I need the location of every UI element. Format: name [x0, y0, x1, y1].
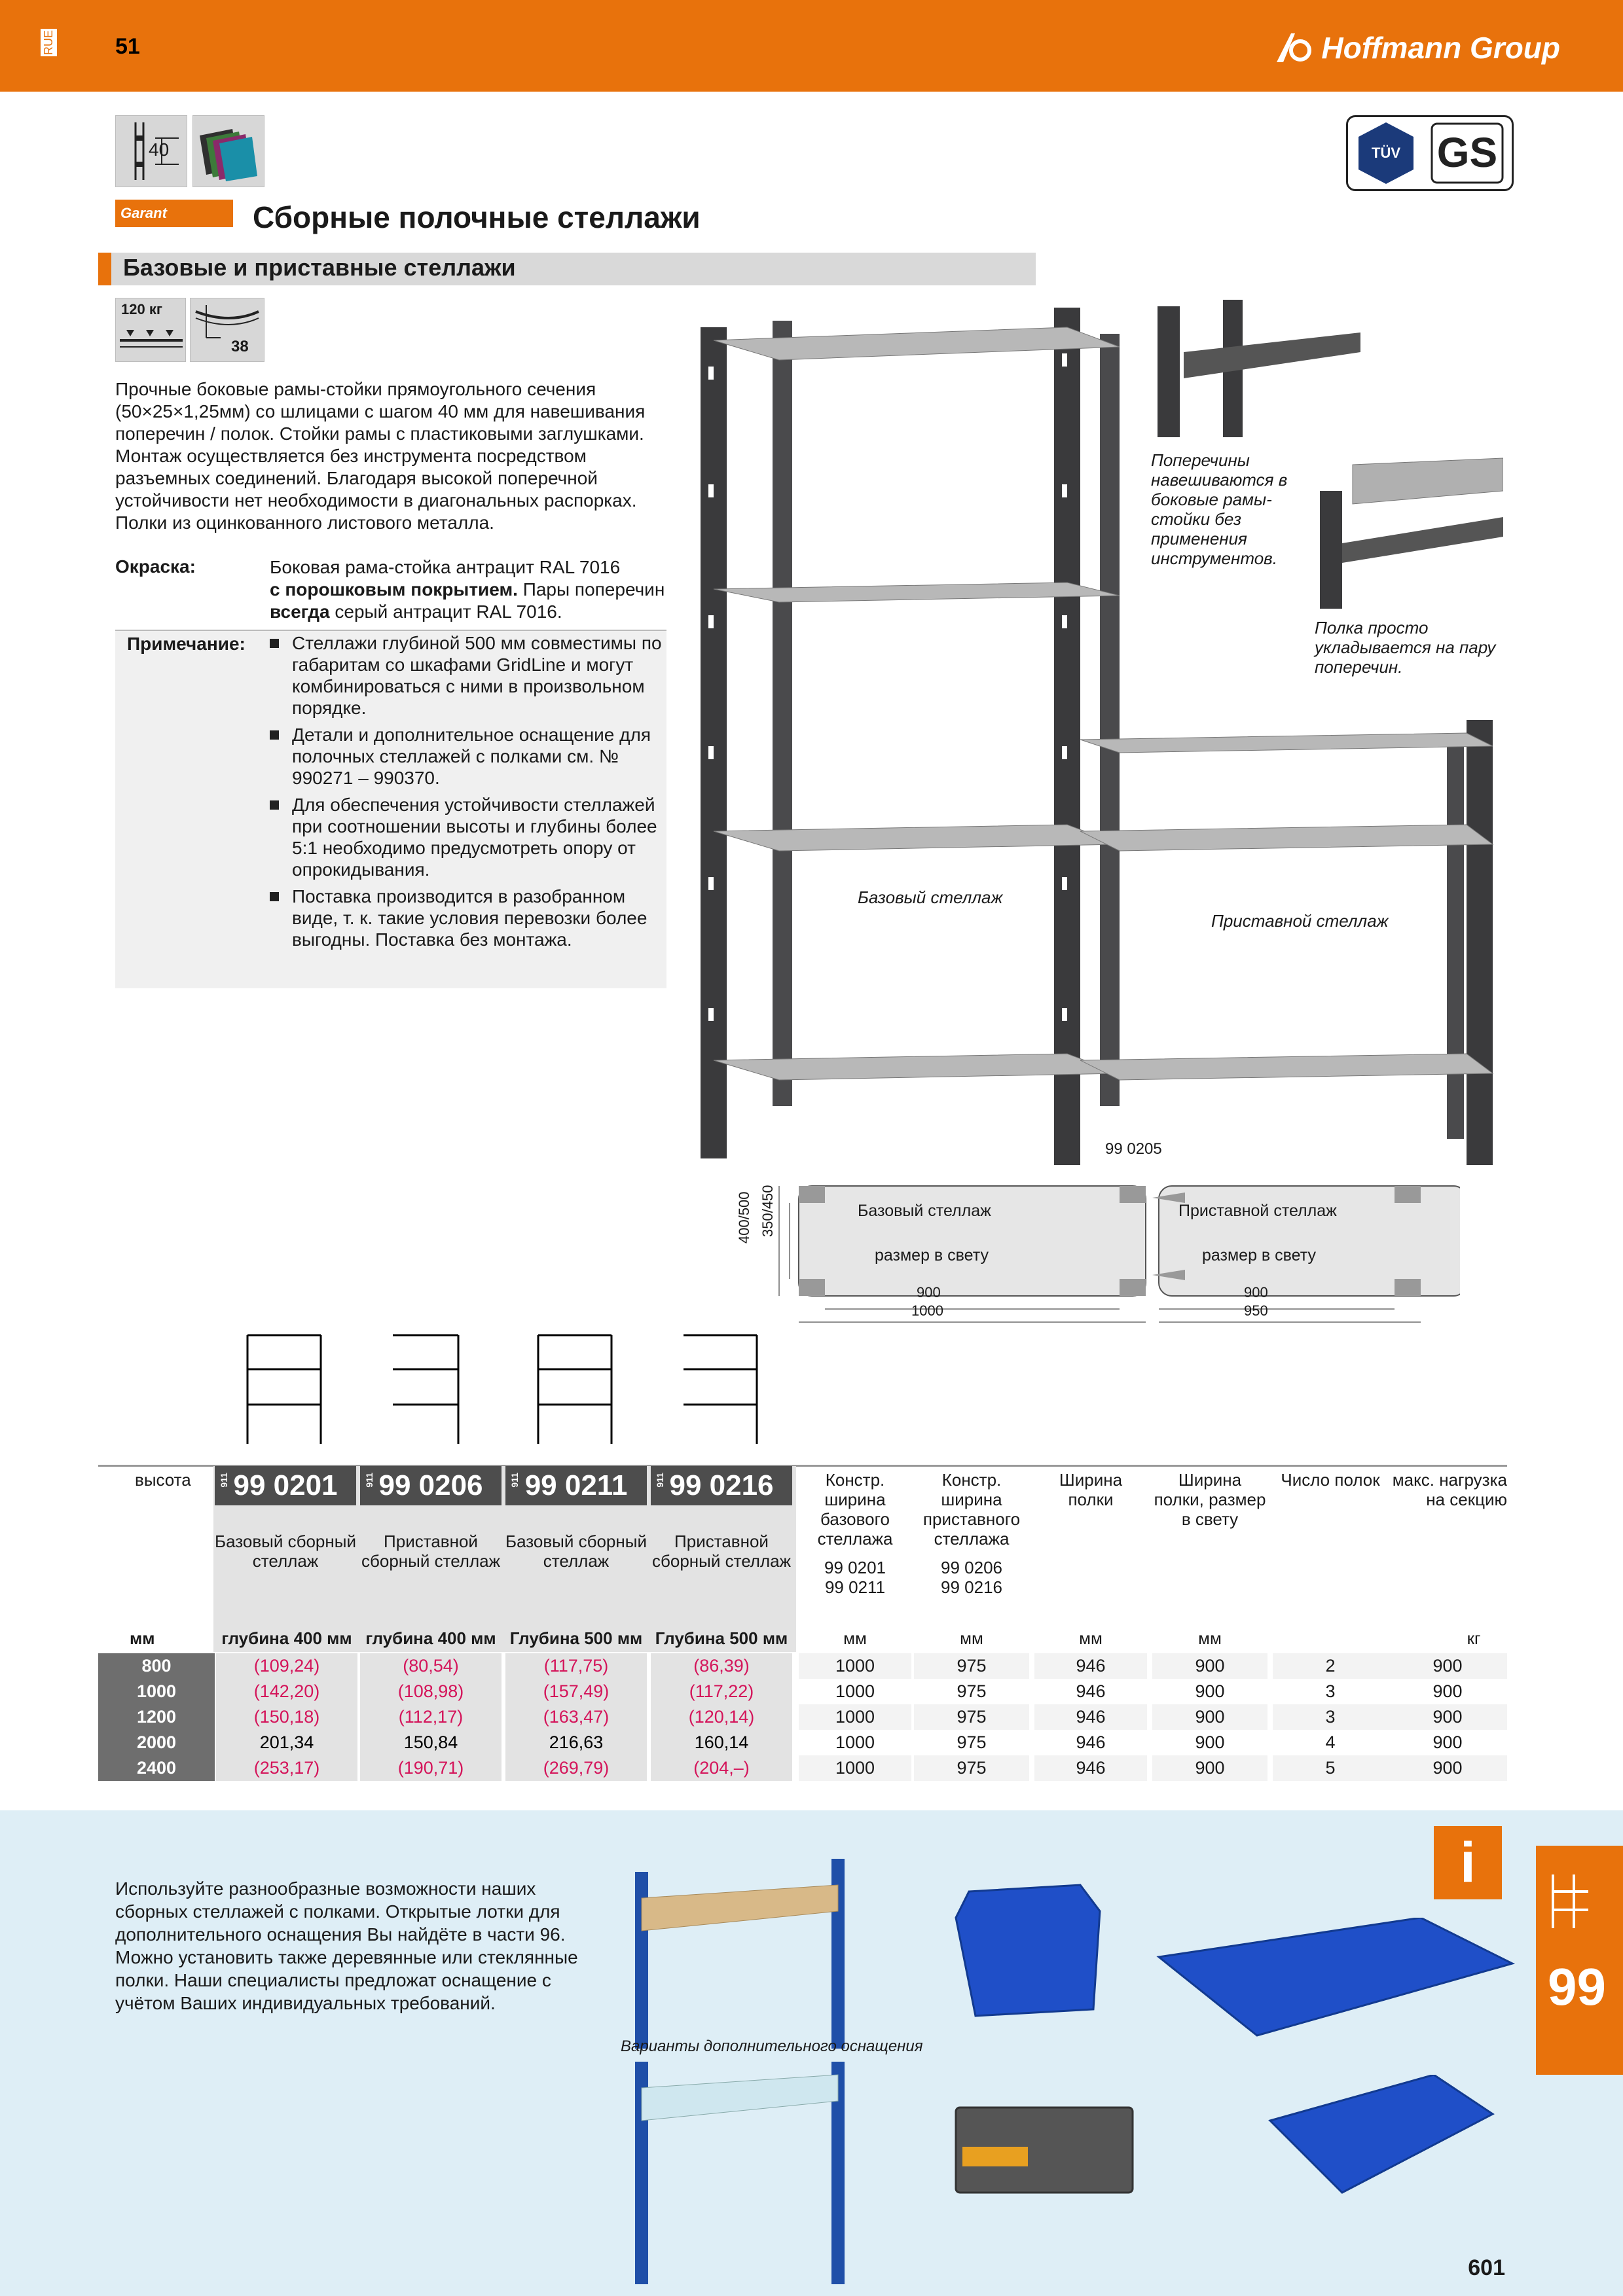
- price-cell: 160,14: [651, 1730, 792, 1755]
- load-capacity-icon: [115, 298, 186, 362]
- price-cell: (150,18): [216, 1704, 357, 1730]
- label-ext-shelf: Приставной стеллаж: [1211, 911, 1389, 931]
- unit-cell: мм: [1198, 1628, 1222, 1648]
- value-cell: 975: [914, 1730, 1029, 1755]
- col-sub-ext: 99 0206 99 0216: [941, 1558, 1002, 1597]
- value-cell: 946: [1034, 1653, 1147, 1679]
- height-cell: 2400: [98, 1755, 215, 1781]
- brand-name: Hoffmann Group: [1321, 31, 1560, 65]
- price-cell: (120,14): [651, 1704, 792, 1730]
- code-cell: 911 99 0216: [651, 1466, 792, 1505]
- depth-cell: глубина 400 мм: [221, 1628, 352, 1648]
- gray-bin-photo: [949, 2094, 1139, 2199]
- depth-cell: глубина 400 мм: [365, 1628, 496, 1648]
- price-cell: (163,47): [505, 1704, 647, 1730]
- col-sub-base: 99 0201 99 0211: [824, 1558, 886, 1597]
- price-cell: (157,49): [505, 1679, 647, 1704]
- bottom-caption: Варианты дополнительного оснащения: [621, 2037, 923, 2055]
- code-990201: 99 0201: [233, 1469, 338, 1501]
- value-cell: 900: [1152, 1679, 1267, 1704]
- rack-type-icons: [242, 1333, 766, 1450]
- paint-text-2: с порошковым покрытием.: [270, 579, 518, 600]
- code-cell: 911 99 0206: [360, 1466, 501, 1505]
- section-number: 99: [1548, 1958, 1606, 2016]
- deflection-icon: [190, 298, 264, 362]
- hoffmann-logo-icon: [1271, 31, 1313, 65]
- price-cell: (117,22): [651, 1679, 792, 1704]
- unit-cell: мм: [960, 1628, 983, 1648]
- price-cell: (112,17): [360, 1704, 501, 1730]
- value-cell: 5: [1273, 1755, 1388, 1781]
- code-cell: 911 99 0211: [505, 1466, 647, 1505]
- value-cell: 900: [1152, 1653, 1267, 1679]
- price-cell: (80,54): [360, 1653, 501, 1679]
- certification-badges: [1346, 115, 1514, 191]
- code-cell: 911 99 0201: [215, 1466, 356, 1505]
- unit-cell: мм: [1079, 1628, 1103, 1648]
- product-description: Прочные боковые рамы-стойки прямоугольного сечения (50×25×1,25мм) со шлицами с шагом 40 мм для навешивания поперечин / полок. Стойки рамы с пластиковыми заглушками. Монтаж осуществляется без инструмента посредством разъемных соединений. Благодаря высокой поперечной устойчивости нет необходимости в диагональных распорках. Полки из оцинкованного листового металла.: [115, 379, 646, 533]
- brand-logo: [1271, 30, 1560, 65]
- dim-depth-outer: 400/500: [736, 1191, 752, 1244]
- note-label: Примечание:: [127, 634, 246, 654]
- note-item: [270, 886, 663, 950]
- pitch-value: 40: [149, 139, 170, 160]
- value-cell: 1000: [799, 1730, 911, 1755]
- price-cell: (117,75): [505, 1653, 647, 1679]
- shelf-detail-photo: [1313, 452, 1503, 609]
- price-cell: 216,63: [505, 1730, 647, 1755]
- diagram-base-title: Базовый стеллаж: [858, 1202, 991, 1220]
- col-header: Констр. ширина базового стеллажа: [817, 1470, 893, 1549]
- paint-text-5: серый антрацит RAL 7016.: [335, 601, 562, 622]
- value-cell: 4: [1273, 1730, 1388, 1755]
- value-cell: 900: [1152, 1730, 1267, 1755]
- dim-depth-inner: 350/450: [759, 1185, 776, 1237]
- price-cell: 201,34: [216, 1730, 357, 1755]
- value-cell: 975: [914, 1704, 1029, 1730]
- value-cell: 946: [1034, 1755, 1147, 1781]
- label-base-shelf: Базовый стеллаж: [858, 888, 1003, 907]
- subtitle-accent: [98, 253, 111, 285]
- beam-detail-photo: [1151, 293, 1367, 444]
- svg-text:GS: GS: [1436, 129, 1498, 176]
- value-cell: 946: [1034, 1679, 1147, 1704]
- bottom-text: Используйте разнообразные возможности наших сборных стеллажей с полками. Открытые лотки для дополнительного оснащения Вы найдёте в части 96. Можно установить также деревянные или стеклянные полки. Наши специалисты предложат оснащение с учётом Ваших индивидуальных требований.: [115, 1878, 578, 2013]
- code-990206: 99 0206: [378, 1469, 483, 1501]
- table-row: [98, 1730, 1507, 1755]
- note-list: [270, 632, 663, 956]
- code-990211: 99 0211: [524, 1469, 628, 1501]
- dim-base-inner: 900: [917, 1284, 941, 1300]
- value-cell: 900: [1152, 1755, 1267, 1781]
- dim-base-outer: 1000: [911, 1302, 943, 1319]
- paint-text-1: Боковая рама-стойка антрацит RAL 7016: [270, 557, 621, 577]
- page-title: Сборные полочные стеллажи: [253, 200, 701, 234]
- note-text: Стеллажи глубиной 500 мм совместимы по габаритам со шкафами GridLine и могут комбинироваться с ними в произвольном порядке.: [292, 633, 662, 718]
- col-header: Констр. ширина приставного стеллажа: [922, 1470, 1021, 1549]
- shelving-illustration: [687, 288, 1506, 1204]
- note-item: [270, 724, 663, 789]
- note-item: [270, 794, 663, 880]
- garant-badge: Garant: [115, 200, 233, 227]
- unit-cell: кг: [1467, 1628, 1481, 1648]
- value-cell: 900: [1152, 1704, 1267, 1730]
- code-name: Приставной сборный стеллаж: [651, 1532, 791, 1571]
- height-cell: 2000: [98, 1730, 215, 1755]
- caption-shelf: Полка просто укладывается на пару поперечин.: [1315, 618, 1496, 677]
- note-text: Поставка производится в разобранном виде, т. к. такие условия перевозки более выгодны. Поставка без монтажа.: [292, 886, 647, 950]
- table-row: [98, 1704, 1507, 1730]
- col-header: Число полок: [1281, 1470, 1380, 1490]
- value-cell: 900: [1388, 1704, 1507, 1730]
- value-cell: 1000: [799, 1679, 911, 1704]
- table-row: [98, 1679, 1507, 1704]
- height-cell: 1200: [98, 1704, 215, 1730]
- paint-text-4: всегда: [270, 601, 330, 622]
- code-name: Приставной сборный стеллаж: [361, 1532, 500, 1571]
- shelf-section-icon: [1548, 1872, 1594, 1931]
- code-name: Базовый сборный стеллаж: [505, 1532, 647, 1571]
- height-header: высота: [135, 1470, 191, 1490]
- diagram-ext-sub: размер в свету: [1202, 1246, 1316, 1265]
- value-cell: 900: [1388, 1679, 1507, 1704]
- price-cell: 150,84: [360, 1730, 501, 1755]
- note-item: [270, 632, 663, 719]
- dim-ext-inner: 900: [1244, 1284, 1268, 1300]
- dim-ext-outer: 950: [1244, 1302, 1268, 1319]
- long-blue-tray-photo: [1146, 1918, 1519, 2055]
- value-cell: 975: [914, 1679, 1029, 1704]
- price-cell: (108,98): [360, 1679, 501, 1704]
- value-cell: 1000: [799, 1755, 911, 1781]
- price-cell: (86,39): [651, 1653, 792, 1679]
- color-swatches-icon: [192, 115, 264, 187]
- price-cell: (190,71): [360, 1755, 501, 1781]
- table-row: [98, 1653, 1507, 1679]
- height-cell: 1000: [98, 1679, 215, 1704]
- page-number-top: 51: [115, 34, 140, 59]
- unit-cell: мм: [843, 1628, 867, 1648]
- dimension-diagram: [727, 1178, 1460, 1335]
- lang-code: RUE: [41, 29, 57, 56]
- col-header: Ширина полки: [1059, 1470, 1123, 1509]
- col-header: Ширина полки, размер в свету: [1154, 1470, 1266, 1529]
- code-990216: 99 0216: [669, 1469, 774, 1501]
- price-cell: (109,24): [216, 1653, 357, 1679]
- value-cell: 1000: [799, 1653, 911, 1679]
- shelf-glass-photo: [615, 2062, 851, 2284]
- value-cell: 900: [1388, 1730, 1507, 1755]
- depth-cell: Глубина 500 мм: [509, 1628, 643, 1648]
- code-name: Базовый сборный стеллаж: [215, 1532, 356, 1571]
- svg-text:TÜV: TÜV: [1372, 145, 1400, 161]
- deflection-value: 38: [231, 338, 249, 355]
- depth-cell: Глубина 500 мм: [655, 1628, 788, 1648]
- value-cell: 1000: [799, 1704, 911, 1730]
- value-cell: 900: [1388, 1653, 1507, 1679]
- paint-text: [270, 556, 676, 623]
- blue-bin-photo: [949, 1878, 1106, 2022]
- value-cell: 900: [1388, 1755, 1507, 1781]
- load-label: 120 кг: [121, 301, 162, 317]
- info-icon: i: [1434, 1826, 1502, 1899]
- value-cell: 3: [1273, 1679, 1388, 1704]
- diagram-base-sub: размер в свету: [875, 1246, 989, 1265]
- value-cell: 975: [914, 1755, 1029, 1781]
- value-cell: 946: [1034, 1704, 1147, 1730]
- col-header: макс. нагрузка на секцию: [1392, 1470, 1507, 1509]
- value-cell: 946: [1034, 1730, 1147, 1755]
- price-cell: (269,79): [505, 1755, 647, 1781]
- paint-label: Окраска:: [115, 556, 196, 577]
- unit-cell: мм: [130, 1628, 155, 1648]
- height-cell: 800: [98, 1653, 215, 1679]
- value-cell: 2: [1273, 1653, 1388, 1679]
- value-cell: 975: [914, 1653, 1029, 1679]
- table-row: [98, 1755, 1507, 1781]
- note-text: Детали и дополнительное оснащение для полочных стеллажей с полками см. № 990271 – 990370.: [292, 725, 651, 788]
- price-cell: (204,–): [651, 1755, 792, 1781]
- part-number: 99 0205: [1105, 1140, 1162, 1158]
- price-cell: (253,17): [216, 1755, 357, 1781]
- paint-text-3: Пары поперечин: [522, 579, 665, 600]
- pitch-icon: [115, 115, 187, 187]
- price-cell: (142,20): [216, 1679, 357, 1704]
- note-text: Для обеспечения устойчивости стеллажей при соотношении высоты и глубины более 5:1 необходимо предусмотреть опору от опрокидывания.: [292, 795, 657, 880]
- value-cell: 3: [1273, 1704, 1388, 1730]
- diagram-ext-title: Приставной стеллаж: [1178, 1202, 1337, 1220]
- page-number-bottom: 601: [1468, 2255, 1505, 2280]
- unit-row: [98, 1628, 1507, 1651]
- shelf-wood-photo: [615, 1859, 851, 2049]
- small-blue-tray-photo: [1264, 2075, 1499, 2199]
- section-subtitle: Базовые и приставные стеллажи: [123, 254, 516, 281]
- caption-beams: Поперечины навешиваются в боковые рамы-стойки без применения инструментов.: [1151, 450, 1288, 568]
